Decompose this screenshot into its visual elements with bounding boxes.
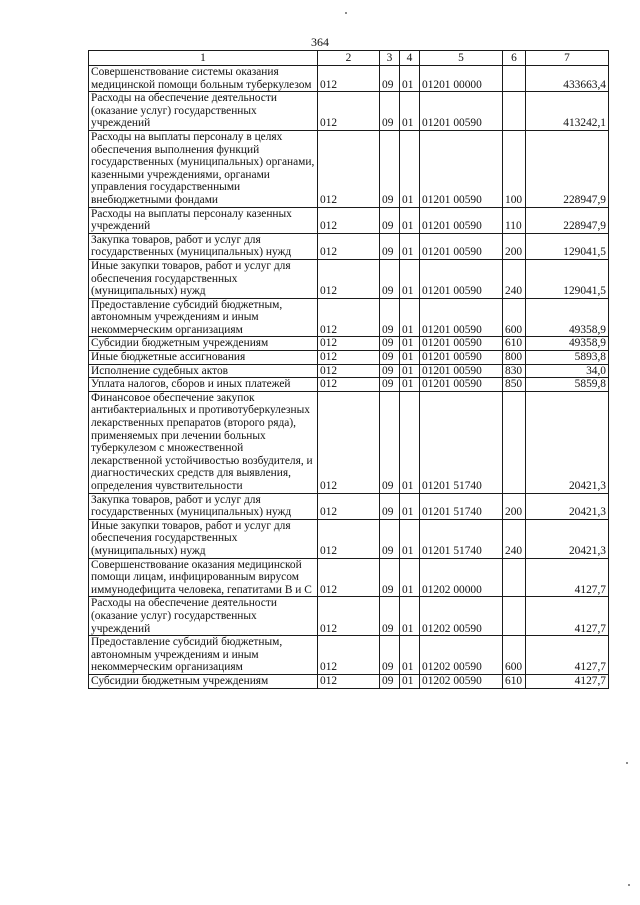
row-expense-type: 240	[503, 519, 526, 558]
table-row	[89, 259, 609, 298]
row-name: Расходы на выплаты персоналу казенных учреждений	[89, 207, 318, 233]
row-subsection: 01	[400, 92, 420, 131]
table-row	[89, 558, 609, 597]
row-expense-type	[503, 66, 526, 92]
table-row	[89, 674, 609, 688]
row-section: 09	[380, 66, 400, 92]
row-amount: 433663,4	[526, 66, 609, 92]
row-expense-type: 200	[503, 493, 526, 519]
row-amount: 49358,9	[526, 298, 609, 337]
row-target-article: 01201 00590	[420, 337, 503, 351]
row-code: 012	[318, 337, 380, 351]
row-name: Совершенствование системы оказания медицинской помощи больным туберкулезом	[89, 66, 318, 92]
row-section: 09	[380, 364, 400, 378]
row-subsection: 01	[400, 519, 420, 558]
row-expense-type: 110	[503, 207, 526, 233]
row-amount: 228947,9	[526, 207, 609, 233]
table-row	[89, 337, 609, 351]
row-amount: 413242,1	[526, 92, 609, 131]
row-expense-type: 610	[503, 337, 526, 351]
table-row	[89, 351, 609, 365]
table-row	[89, 207, 609, 233]
row-subsection: 01	[400, 337, 420, 351]
row-amount: 34,0	[526, 364, 609, 378]
row-section: 09	[380, 337, 400, 351]
row-expense-type	[503, 92, 526, 131]
row-name: Расходы на обеспечение деятельности (оказание услуг) государственных учреждений	[89, 597, 318, 636]
row-name: Предоставление субсидий бюджетным, автономным учреждениям и иным некоммерческим организациям	[89, 298, 318, 337]
row-amount: 20421,3	[526, 493, 609, 519]
table-row	[89, 130, 609, 207]
row-subsection: 01	[400, 207, 420, 233]
table-row	[89, 298, 609, 337]
row-subsection: 01	[400, 636, 420, 675]
row-code: 012	[318, 636, 380, 675]
row-name: Иные бюджетные ассигнования	[89, 351, 318, 365]
row-subsection: 01	[400, 130, 420, 207]
row-code: 012	[318, 233, 380, 259]
row-code: 012	[318, 259, 380, 298]
row-amount: 49358,9	[526, 337, 609, 351]
row-code: 012	[318, 558, 380, 597]
row-subsection: 01	[400, 597, 420, 636]
row-subsection: 01	[400, 558, 420, 597]
row-amount: 5893,8	[526, 351, 609, 365]
row-expense-type	[503, 391, 526, 493]
row-amount: 4127,7	[526, 597, 609, 636]
row-expense-type	[503, 558, 526, 597]
row-subsection: 01	[400, 493, 420, 519]
row-expense-type: 240	[503, 259, 526, 298]
row-section: 09	[380, 233, 400, 259]
row-amount: 129041,5	[526, 233, 609, 259]
row-amount: 4127,7	[526, 558, 609, 597]
row-expense-type: 830	[503, 364, 526, 378]
row-code: 012	[318, 378, 380, 392]
row-target-article: 01201 00590	[420, 207, 503, 233]
row-subsection: 01	[400, 364, 420, 378]
row-name: Исполнение судебных актов	[89, 364, 318, 378]
row-target-article: 01201 51740	[420, 493, 503, 519]
row-subsection: 01	[400, 378, 420, 392]
row-subsection: 01	[400, 233, 420, 259]
row-name: Иные закупки товаров, работ и услуг для обеспечения государственных (муниципальных) нужд	[89, 259, 318, 298]
row-target-article: 01201 00590	[420, 92, 503, 131]
table-row	[89, 391, 609, 493]
row-target-article: 01201 00590	[420, 378, 503, 392]
row-section: 09	[380, 636, 400, 675]
row-name: Финансовое обеспечение закупок антибактериальных и противотуберкулезных лекарственных препаратов (второго ряда), применяемых при лечении больных туберкулезом с множественной лекарственной устойчивостью возбудителя, и диагностических средств для выявления, определения чувствительности	[89, 391, 318, 493]
header-col-5: 5	[420, 51, 503, 66]
row-name: Иные закупки товаров, работ и услуг для обеспечения государственных (муниципальных) нужд	[89, 519, 318, 558]
row-amount: 20421,3	[526, 391, 609, 493]
row-target-article: 01202 00000	[420, 558, 503, 597]
row-section: 09	[380, 519, 400, 558]
table-row	[89, 92, 609, 131]
row-expense-type: 600	[503, 298, 526, 337]
row-section: 09	[380, 298, 400, 337]
table-row	[89, 493, 609, 519]
header-col-7: 7	[526, 51, 609, 66]
row-target-article: 01201 00590	[420, 259, 503, 298]
scan-speck	[626, 762, 628, 764]
row-target-article: 01202 00590	[420, 674, 503, 688]
table-row	[89, 378, 609, 392]
row-code: 012	[318, 66, 380, 92]
row-name: Закупка товаров, работ и услуг для государственных (муниципальных) нужд	[89, 493, 318, 519]
row-name: Предоставление субсидий бюджетным, автономным учреждениям и иным некоммерческим организациям	[89, 636, 318, 675]
row-name: Закупка товаров, работ и услуг для государственных (муниципальных) нужд	[89, 233, 318, 259]
row-name: Совершенствование оказания медицинской помощи лицам, инфицированным вирусом иммунодефицита человека, гепатитами В и С	[89, 558, 318, 597]
scan-speck	[345, 12, 347, 14]
row-amount: 228947,9	[526, 130, 609, 207]
row-expense-type	[503, 597, 526, 636]
row-target-article: 01201 00590	[420, 233, 503, 259]
header-col-2: 2	[318, 51, 380, 66]
row-amount: 129041,5	[526, 259, 609, 298]
table-row	[89, 636, 609, 675]
row-amount: 4127,7	[526, 636, 609, 675]
row-amount: 5859,8	[526, 378, 609, 392]
row-section: 09	[380, 259, 400, 298]
row-code: 012	[318, 92, 380, 131]
row-code: 012	[318, 207, 380, 233]
row-code: 012	[318, 493, 380, 519]
row-code: 012	[318, 597, 380, 636]
row-target-article: 01201 00590	[420, 364, 503, 378]
row-subsection: 01	[400, 351, 420, 365]
row-expense-type: 850	[503, 378, 526, 392]
row-subsection: 01	[400, 66, 420, 92]
row-section: 09	[380, 130, 400, 207]
row-code: 012	[318, 519, 380, 558]
table-row	[89, 519, 609, 558]
header-col-1: 1	[89, 51, 318, 66]
row-code: 012	[318, 391, 380, 493]
row-amount: 4127,7	[526, 674, 609, 688]
row-section: 09	[380, 597, 400, 636]
row-code: 012	[318, 130, 380, 207]
row-name: Субсидии бюджетным учреждениям	[89, 337, 318, 351]
row-section: 09	[380, 378, 400, 392]
header-col-4: 4	[400, 51, 420, 66]
row-code: 012	[318, 298, 380, 337]
row-name: Уплата налогов, сборов и иных платежей	[89, 378, 318, 392]
row-name: Расходы на выплаты персоналу в целях обеспечения выполнения функций государственных (муниципальных) органами, казенными учреждениями, органами управления государственными внебюджетными фондами	[89, 130, 318, 207]
row-section: 09	[380, 674, 400, 688]
row-amount: 20421,3	[526, 519, 609, 558]
row-name: Субсидии бюджетным учреждениям	[89, 674, 318, 688]
row-section: 09	[380, 351, 400, 365]
row-subsection: 01	[400, 298, 420, 337]
table-row	[89, 66, 609, 92]
row-subsection: 01	[400, 259, 420, 298]
row-code: 012	[318, 364, 380, 378]
row-section: 09	[380, 92, 400, 131]
table-row	[89, 364, 609, 378]
row-target-article: 01202 00590	[420, 597, 503, 636]
row-subsection: 01	[400, 674, 420, 688]
row-code: 012	[318, 674, 380, 688]
row-subsection: 01	[400, 391, 420, 493]
row-section: 09	[380, 558, 400, 597]
row-target-article: 01201 00000	[420, 66, 503, 92]
row-section: 09	[380, 207, 400, 233]
row-expense-type: 600	[503, 636, 526, 675]
row-expense-type: 100	[503, 130, 526, 207]
row-expense-type: 610	[503, 674, 526, 688]
row-target-article: 01201 00590	[420, 351, 503, 365]
row-expense-type: 800	[503, 351, 526, 365]
row-section: 09	[380, 391, 400, 493]
row-expense-type: 200	[503, 233, 526, 259]
table-row	[89, 233, 609, 259]
scan-speck	[628, 884, 630, 886]
row-target-article: 01201 00590	[420, 298, 503, 337]
header-col-3: 3	[380, 51, 400, 66]
row-target-article: 01201 00590	[420, 130, 503, 207]
budget-table	[88, 50, 609, 689]
row-target-article: 01202 00590	[420, 636, 503, 675]
row-name: Расходы на обеспечение деятельности (оказание услуг) государственных учреждений	[89, 92, 318, 131]
row-section: 09	[380, 493, 400, 519]
table-header-row	[89, 51, 609, 66]
header-col-6: 6	[503, 51, 526, 66]
row-code: 012	[318, 351, 380, 365]
page-number: 364	[311, 35, 329, 49]
row-target-article: 01201 51740	[420, 519, 503, 558]
row-target-article: 01201 51740	[420, 391, 503, 493]
table-row	[89, 597, 609, 636]
